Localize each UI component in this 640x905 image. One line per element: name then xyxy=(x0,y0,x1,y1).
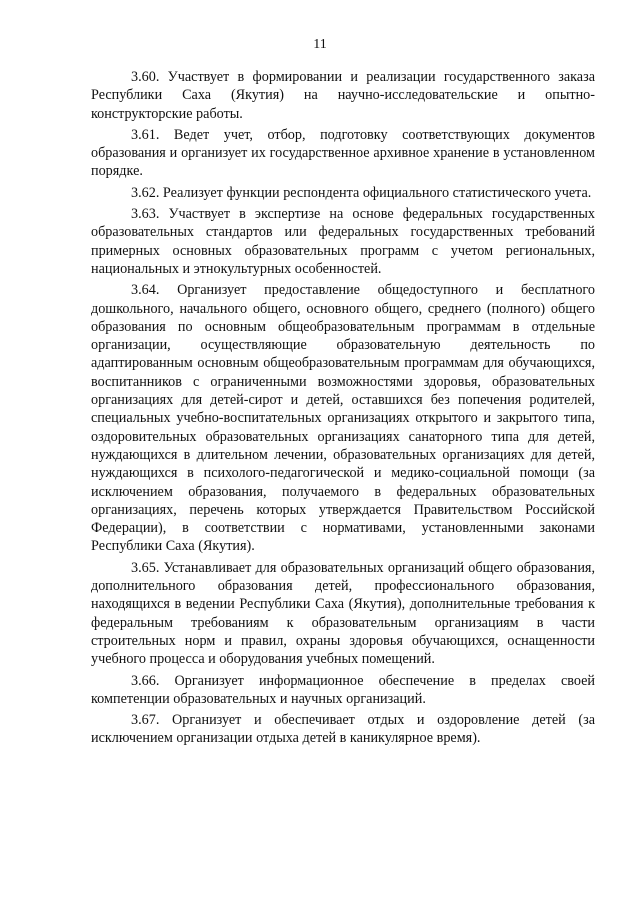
page-number: 11 xyxy=(313,37,327,52)
paragraph-3-64: 3.64. Организует предоставление общедоступного и бесплатного дошкольного, начального общего, основного общего, среднего (полного) общего образования по основным общеобразовательным программам в отдельные организации, осуществляющие образовательную деятельность по адаптированным основным общеобразовательным программам для обучающихся, воспитанников с ограниченными возможностями здоровья, образовательных организациях для детей-сирот и детей, оставшихся без попечения родителей, специальных учебно-воспитательных организациях открытого и закрытого типа, оздоровительных образовательных организациях санаторного типа для детей, нуждающихся в длительном лечении, образовательных организациях для детей, нуждающихся в психолого-педагогической и медико-социальной помощи (за исключением образования, получаемого в федеральных образовательных организациях, перечень которых утверждается Правительством Российской Федерации), в соответствии с нормативами, установленными законами Республики Саха (Якутия). xyxy=(91,282,595,555)
paragraph-3-61: 3.61. Ведет учет, отбор, подготовку соответствующих документов образования и организует их государственное архивное хранение в установленном порядке. xyxy=(91,126,595,180)
paragraph-3-63: 3.63. Участвует в экспертизе на основе федеральных государственных образовательных стандартов или федеральных государственных требований примерных основных образовательных программ с учетом региональных, национальных и этнокультурных особенностей. xyxy=(91,206,595,277)
document-body xyxy=(91,68,595,748)
paragraph-3-67: 3.67. Организует и обеспечивает отдых и оздоровление детей (за исключением организации отдыха детей в каникулярное время). xyxy=(91,712,595,747)
paragraph-3-65: 3.65. Устанавливает для образовательных организаций общего образования, дополнительного образования детей, профессионального образования, находящихся в ведении Республики Саха (Якутия), дополнительные требования к федеральным требованиям к образовательным организациям в части строительных норм и правил, охраны здоровья обучающихся, оснащенности учебного процесса и оборудования учебных помещений. xyxy=(91,559,595,668)
paragraph-3-62: 3.62. Реализует функции респондента официального статистического учета. xyxy=(131,184,592,201)
paragraph-3-60: 3.60. Участвует в формировании и реализации государственного заказа Республики Саха (Якутия) на научно-исследовательские и опытно-конструкторские работы. xyxy=(91,69,595,122)
paragraph-3-66: 3.66. Организует информационное обеспечение в пределах своей компетенции образовательных и научных организаций. xyxy=(91,672,595,707)
